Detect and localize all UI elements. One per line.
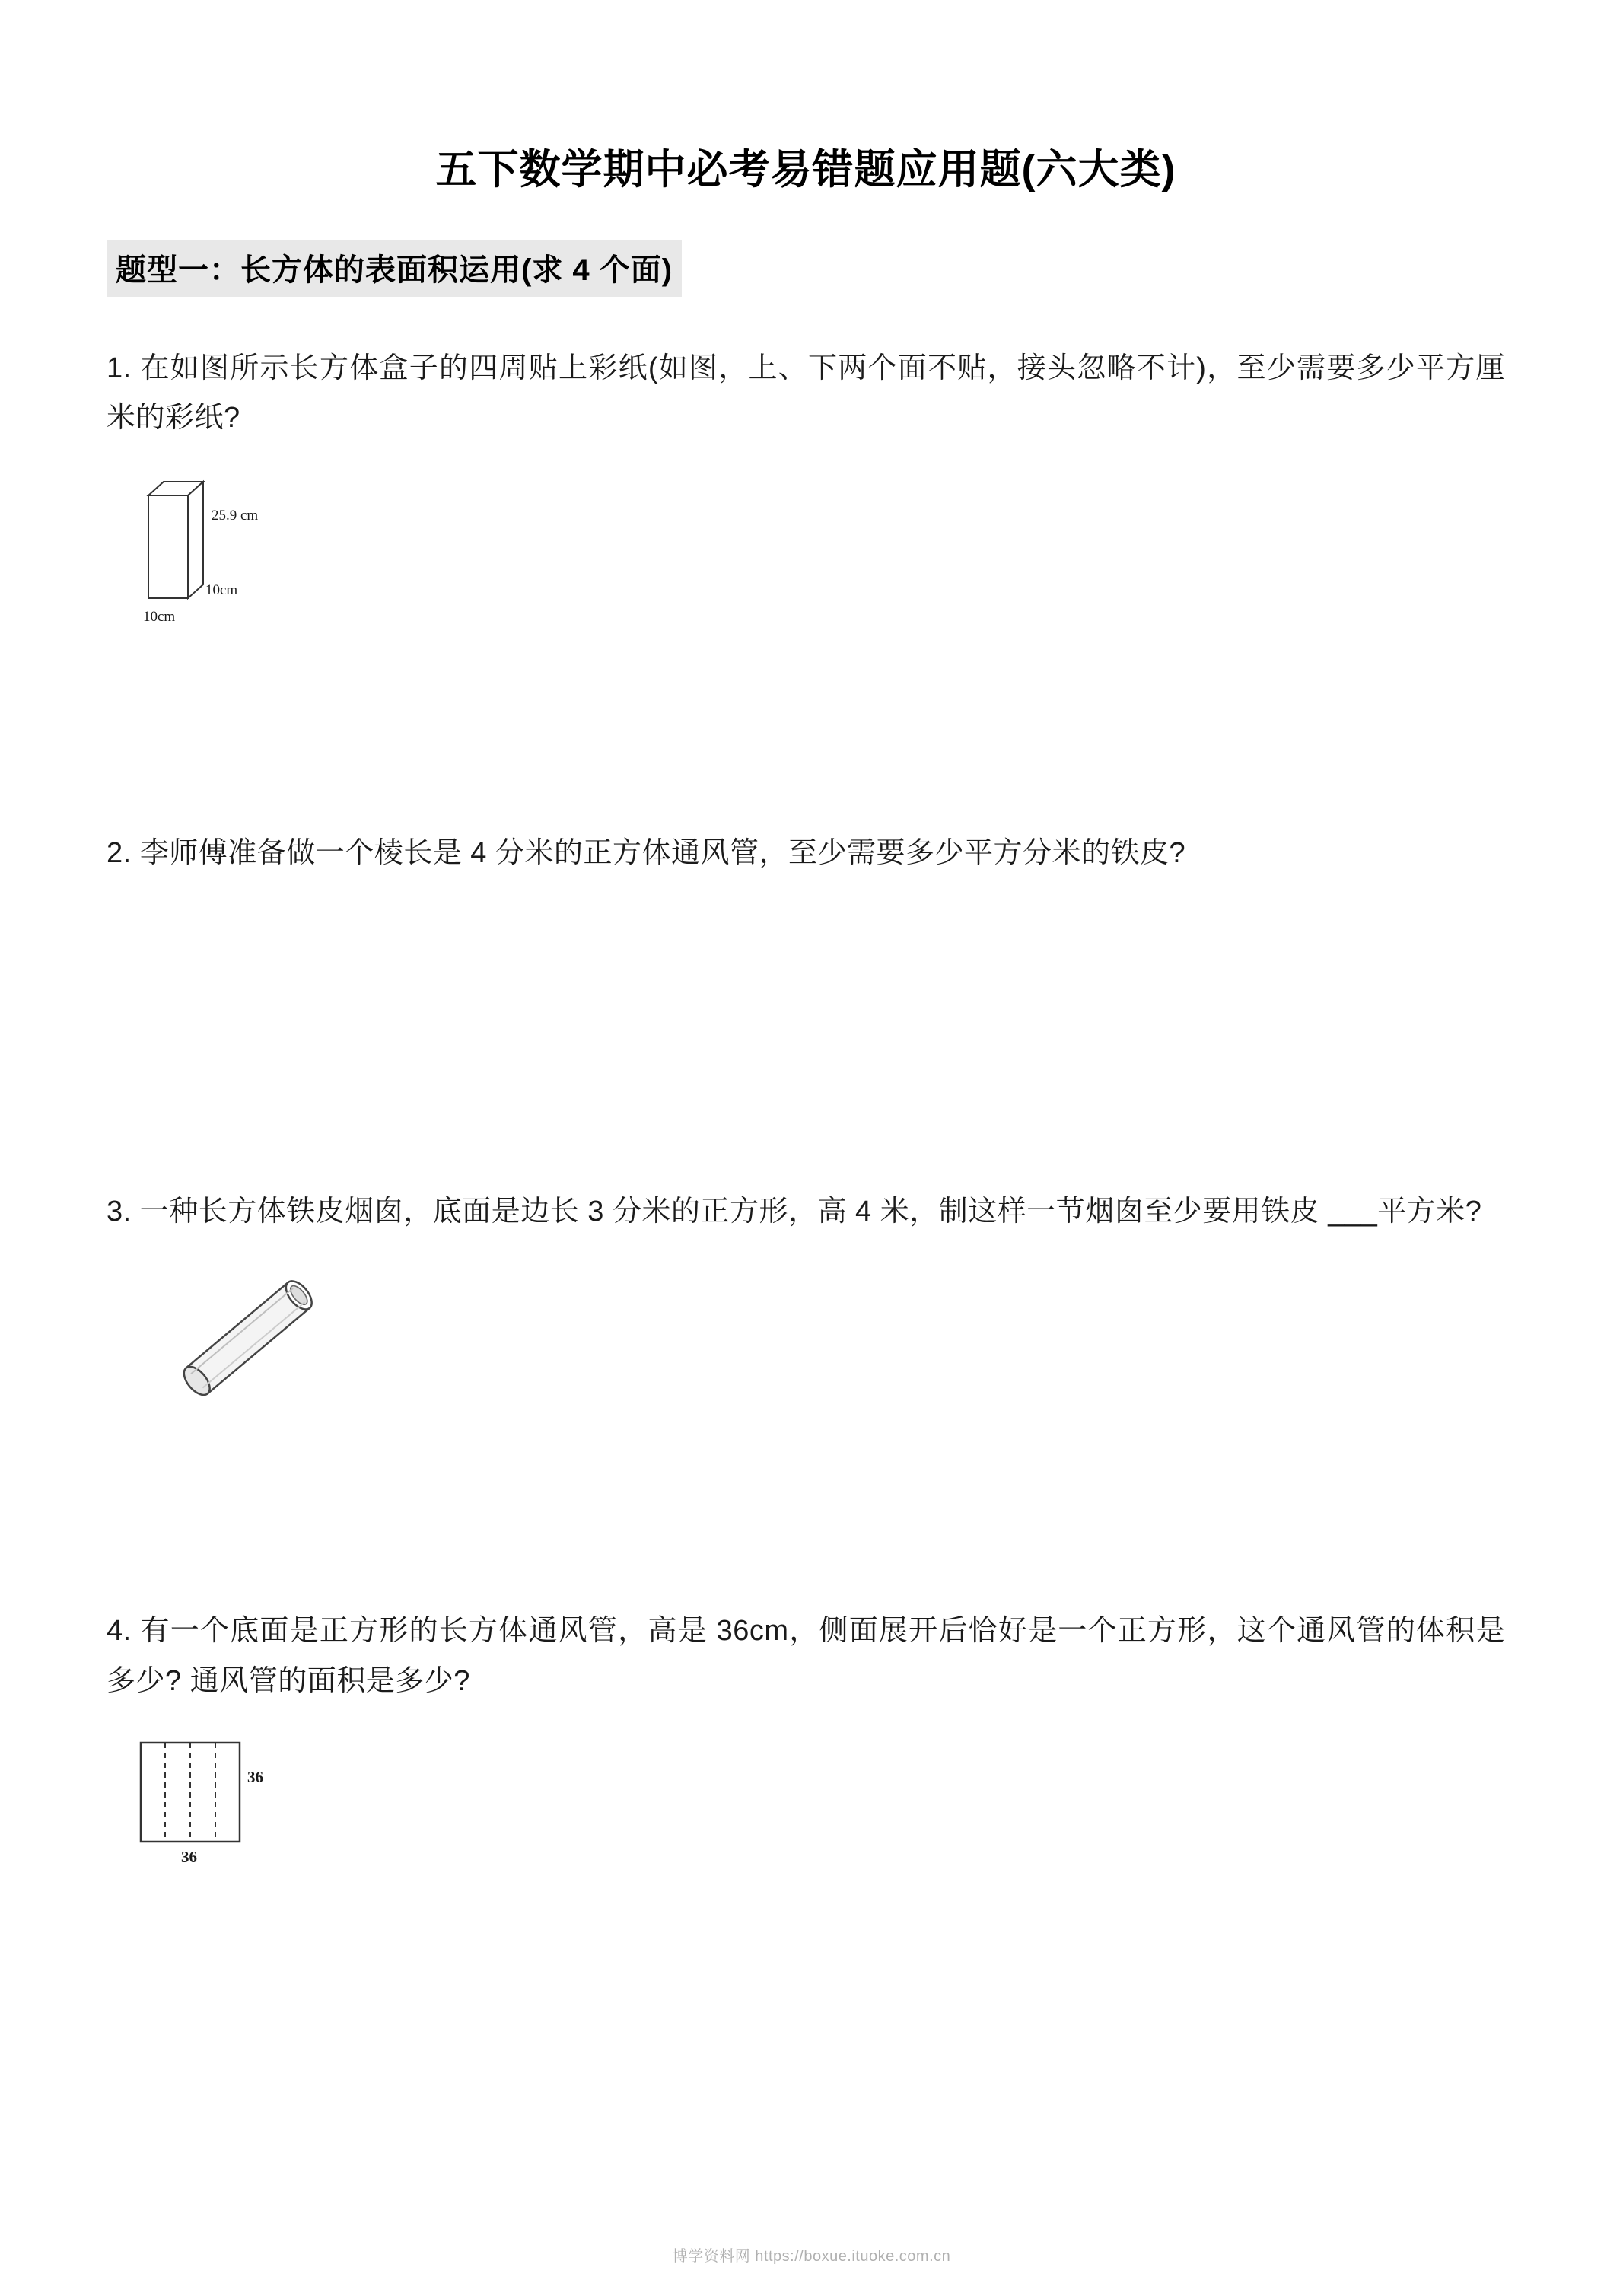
figure1-height-label: 25.9 cm <box>212 507 259 524</box>
question-1 <box>107 344 1505 648</box>
figure1-width-label: 10cm <box>143 608 176 625</box>
section-heading-wrapper <box>107 226 1505 315</box>
answer-space-3 <box>107 1441 1505 1578</box>
unfolded-square-svg <box>129 1735 373 1880</box>
question-4-text: 4. 有一个底面是正方形的长方体通风管，高是 36cm，侧面展开后恰好是一个正方形，这个通风管的体积是多少? 通风管的面积是多少? <box>107 1615 1505 1697</box>
question-2 <box>107 829 1505 878</box>
metal-pipe-svg <box>160 1266 388 1418</box>
unfolded-square-diagram <box>129 1735 373 1910</box>
question-4 <box>107 1607 1505 1910</box>
question-3-text: 3. 一种长方体铁皮烟囱，底面是边长 3 分米的正方形，高 4 米，制这样一节烟囱至少要用铁皮 ___平方米? <box>107 1196 1482 1228</box>
question-1-text: 1. 在如图所示长方体盒子的四周贴上彩纸(如图，上、下两个面不贴，接头忽略不计)，至少需要多少平方厘米的彩纸? <box>107 352 1505 435</box>
page-title: 五下数学期中必考易错题应用题(六大类) <box>435 147 1176 193</box>
metal-pipe-diagram <box>160 1266 388 1441</box>
question-3 <box>107 1187 1505 1441</box>
watermark <box>0 2243 1623 2266</box>
answer-space-1 <box>107 648 1505 800</box>
figure4-bottom-label: 36 <box>181 1848 197 1867</box>
section-heading: 题型一：长方体的表面积运用(求 4 个面) <box>107 240 682 297</box>
figure1-depth-label: 10cm <box>205 581 238 598</box>
answer-space-2 <box>107 907 1505 1158</box>
rectangular-prism-diagram <box>129 473 358 648</box>
rectangular-prism-svg <box>129 473 358 640</box>
figure4-right-label: 36 <box>247 1768 263 1787</box>
question-2-text: 2. 李师傅准备做一个棱长是 4 分米的正方体通风管，至少需要多少平方分米的铁皮? <box>107 836 1186 869</box>
watermark-text: 博学资料网 https://boxue.ituoke.com.cn <box>672 2248 951 2265</box>
